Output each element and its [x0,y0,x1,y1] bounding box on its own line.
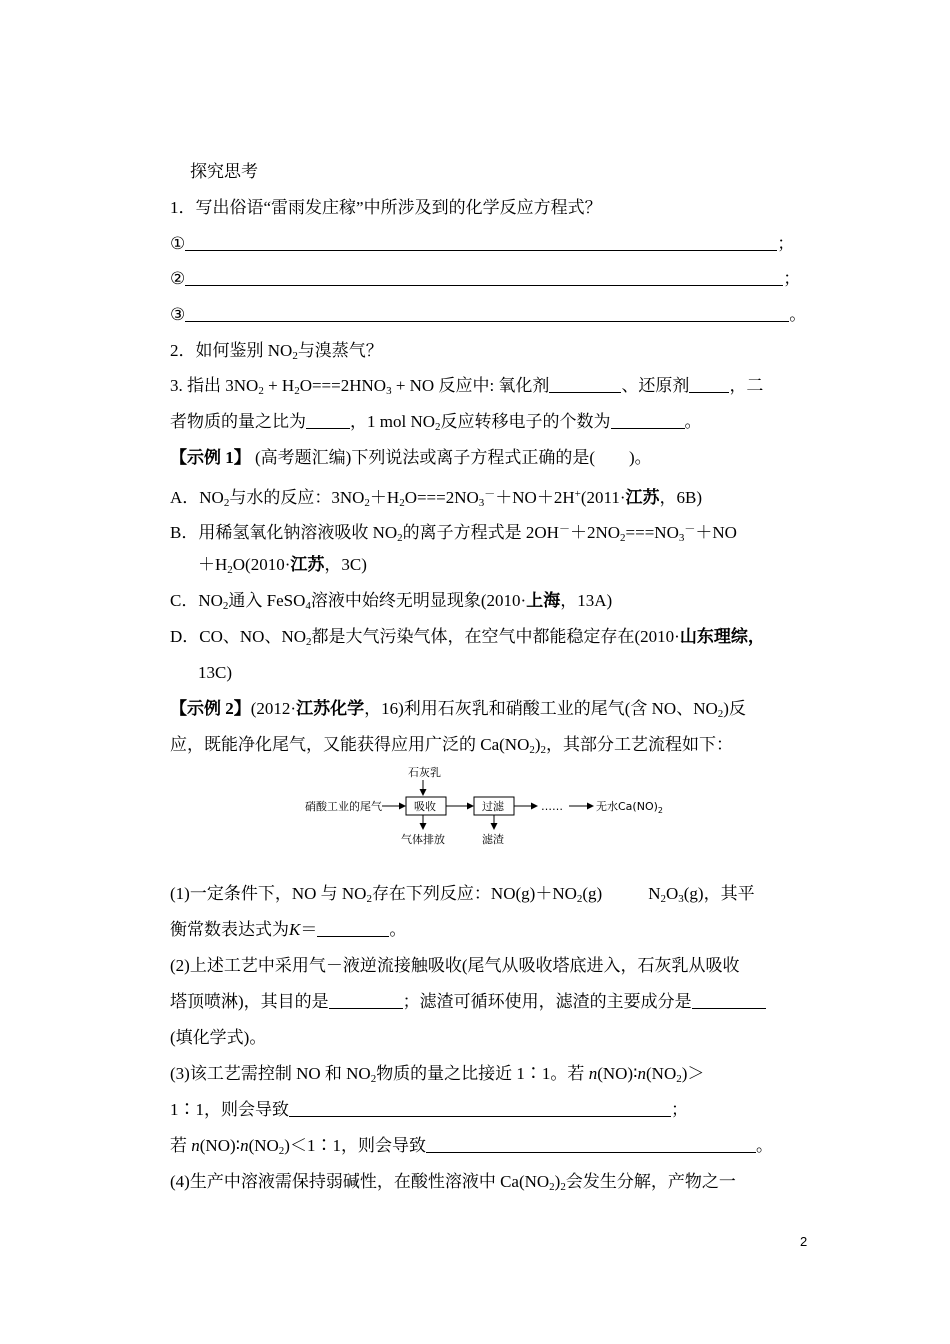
part-2-line-1: (2)上述工艺中采用气－液逆流接触吸收(尾气从吸收塔底进入，石灰乳从吸收 [170,956,740,975]
flow-gas-label: 气体排放 [401,833,445,846]
part-2-line-2: 塔顶喷淋)，其目的是 ；滤渣可循环使用，滤渣的主要成分是 [170,990,766,1014]
part-2-line-3: (填化学式)。 [170,1028,267,1047]
flow-product-label: 无水$Ca(NO)_2$ [596,800,663,815]
option-b-line-2: $+H_2O(2010\cdot$江苏，3C) [198,555,367,576]
option-a: A．$NO_2$与水的反应：$3NO_2+H_2O===2NO_3^-+NO+2H^+(2011\cdot$江苏，6B) [170,488,703,509]
flow-absorb-label: 吸收 [414,800,436,813]
process-flow-diagram [305,765,675,847]
part-3-line-2: 1∶1，则会导致 ； [170,1100,688,1119]
answer-line-1: ① ； [170,234,795,253]
part-1-line-2: 衡常数表达式为K＝ 。 [170,920,407,939]
example-2-line-1: 【示例 2】(2012·江苏化学，16)利用石灰乳和硝酸工业的尾气(含 NO、$NO_2$)反 [170,699,746,720]
page-number: 2 [800,1234,808,1249]
option-d-line-2: 13C) [198,663,232,682]
answer-line-3: ③ 。 [170,305,807,324]
answer-line-2: ② ； [170,269,801,288]
part-1-line-1: (1)一定条件下，NO 与 $NO_2$存在下列反应：$NO(g)+NO_2(g)$ $N_2O_3(g)$，其平 [170,884,755,905]
option-c: C．$NO_2$通入 FeSO$_4$溶液中始终无明显现象(2010·上海，13A) [170,591,613,612]
flow-dots: …… [541,800,563,813]
section-title: 探究思考 [190,162,258,181]
question-2: 2．如何鉴别 $NO_2$与溴蒸气？ [170,341,383,362]
flow-residue-label: 滤渣 [482,833,504,846]
question-3-line-2: 者物质的量之比为 ，1 mol $NO_2$反应转移电子的个数为 。 [170,412,702,433]
flow-filter-label: 过滤 [482,800,504,813]
option-b-line-1: B．用稀氢氧化钠溶液吸收 $NO_2$的离子方程式是 $2OH^-+2NO_2===NO_3^-+NO$ [170,523,737,544]
option-d-line-1: D．CO、NO、$NO_2$都是大气污染气体，在空气中都能稳定存在(2010·山东理综， [170,627,765,648]
flow-lime-label: 石灰乳 [408,766,441,779]
part-3-line-1: (3)该工艺需控制 NO 和 $NO_2$物质的量之比接近 1∶1。若 $n(NO)∶n(NO_2)>$ [170,1064,705,1085]
flow-tail-gas-label: 硝酸工业的尾气 [305,800,382,813]
question-3-line-1: 3. 指出 $3NO_2 + H_2O===2HNO_3$ + NO 反应中: 氧化剂 、还原剂 ，二 [170,376,764,397]
example-1-head: 【示例 1】 (高考题汇编)下列说法或离子方程式正确的是( )。 [170,448,652,467]
question-1: 1．写出俗语“雷雨发庄稼”中所涉及到的化学反应方程式？ [170,198,602,217]
part-3-line-3: 若 $n(NO)∶n(NO_2)<1∶1$，则会导致 。 [170,1136,773,1157]
example-2-line-2: 应，既能净化尾气，又能获得应用广泛的 $Ca(NO_2)_2$，其部分工艺流程如下： [170,735,734,756]
part-4-line-1: (4)生产中溶液需保持弱碱性，在酸性溶液中 $Ca(NO_2)_2$会发生分解，产物之一 [170,1172,736,1193]
